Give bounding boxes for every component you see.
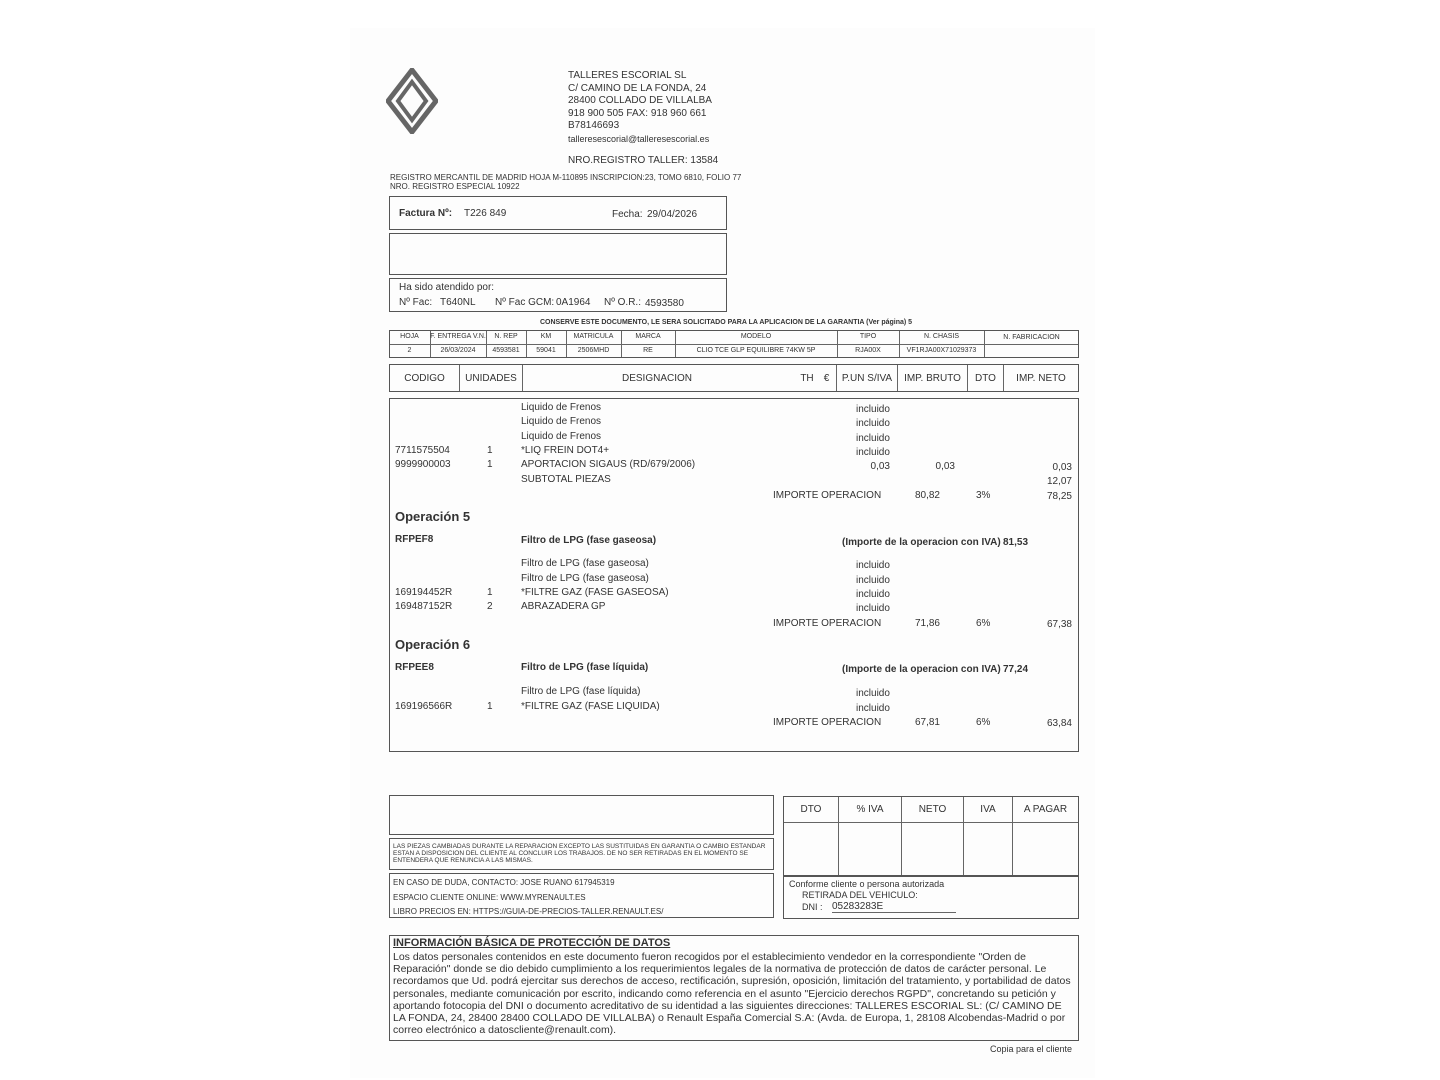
item-neto: 0,03: [1052, 462, 1072, 473]
item-units: 1: [487, 587, 493, 598]
op6-code: RFPEE8: [395, 662, 434, 673]
privacy-box: [389, 935, 1079, 1041]
item-desc: *FILTRE GAZ (FASE GASEOSA): [521, 587, 669, 598]
totals-iva: IVA: [964, 797, 1013, 822]
invoice-date-label: Fecha:: [612, 209, 643, 220]
registry-block: [390, 173, 741, 191]
op5-importe-dto: 6%: [976, 618, 991, 629]
item-units: 1: [487, 445, 493, 456]
item-units: 2: [487, 601, 493, 612]
conforme-line2: RETIRADA DEL VEHICULO:: [802, 890, 918, 900]
item-desc: Liquido de Frenos: [521, 402, 602, 413]
company-phone: 918 900 505 FAX: 918 960 661: [568, 107, 707, 119]
or-label: Nº O.R.:: [604, 297, 641, 308]
item-desc: Filtro de LPG (fase gaseosa): [521, 558, 649, 569]
vehicle-header-tipo: TIPO: [859, 333, 877, 340]
totals-neto: NETO: [902, 797, 964, 822]
op6-importe-label: IMPORTE OPERACION: [773, 717, 882, 728]
item-desc: Filtro de LPG (fase líquida): [521, 686, 641, 697]
col-codigo: CODIGO: [390, 365, 460, 391]
item-desc: Filtro de LPG (fase gaseosa): [521, 573, 649, 584]
col-bruto: IMP. BRUTO: [898, 365, 968, 391]
conforme-line1: Conforme cliente o persona autorizada: [789, 879, 945, 889]
totals-table: [783, 796, 1079, 876]
vehicle-nrep: 4593581: [492, 347, 520, 354]
item-desc: Liquido de Frenos: [521, 416, 602, 427]
item-price: incluido: [856, 575, 890, 586]
subtotal-value: 12,07: [1046, 476, 1072, 487]
op5-iva-value: 81,53: [1003, 537, 1029, 548]
op5-title: Operación 5: [395, 509, 471, 524]
vehicle-entrega: 26/03/2024: [440, 347, 476, 354]
vehicle-modelo: CLIO TCE GLP EQUILIBRE 74KW 5P: [696, 347, 816, 354]
renault-logo-icon: [386, 68, 438, 134]
invoice-date: 29/04/2026: [647, 209, 698, 220]
item-price: incluido: [856, 703, 890, 714]
item-bruto: 0,03: [935, 461, 955, 472]
item-price: incluido: [856, 589, 890, 600]
op6-name: Filtro de LPG (fase líquida): [521, 662, 649, 673]
contact-line1: EN CASO DE DUDA, CONTACTO: JOSE RUANO 617945319: [393, 878, 615, 887]
item-code: 7711575504: [395, 445, 450, 456]
vehicle-marca: RE: [643, 347, 653, 354]
col-dto: DTO: [968, 365, 1004, 391]
importe-top-neto: 78,25: [1046, 491, 1072, 502]
lines-header: [389, 364, 1079, 392]
op6-iva-label: (Importe de la operacion con IVA): [842, 664, 1001, 675]
contact-line2: ESPACIO CLIENTE ONLINE: WWW.MYRENAULT.ES: [393, 893, 586, 902]
totals-iva-pct: % IVA: [839, 797, 902, 822]
company-cif: B78146693: [568, 120, 620, 131]
contact-line3: LIBRO PRECIOS EN: HTTPS://GUIA-DE-PRECIOS-TALLER.RENAULT.ES/: [393, 907, 664, 916]
item-price: incluido: [856, 404, 890, 415]
piezas-notice: LAS PIEZAS CAMBIADAS DURANTE LA REPARACION EXCEPTO LAS SUSTITUIDAS EN GARANTIA O CAMBIO ESTANDAR ESTAN A DISPOSICION DEL CLIENTE AL CONCLUIR LOS TRABAJOS. DE NO SER RETIRADAS EN EL MOMENTO SE ENTENDERA QUE RENUNCIA A LAS MISMAS.: [393, 843, 766, 864]
vehicle-header-entrega: F. ENTREGA V.N.: [430, 333, 486, 340]
warranty-notice: CONSERVE ESTE DOCUMENTO, LE SERA SOLICITADO PARA LA APLICACION DE LA GARANTIA (Ver página) 5: [540, 319, 913, 326]
registry-mercantil: REGISTRO MERCANTIL DE MADRID HOJA M-110895 INSCRIPCION:23, TOMO 6810, FOLIO 77: [390, 173, 742, 182]
item-price: incluido: [856, 418, 890, 429]
conforme-box: [783, 876, 1079, 919]
vehicle-header-modelo: MODELO: [740, 333, 772, 340]
op5-iva-label: (Importe de la operacion con IVA): [842, 537, 1001, 548]
vehicle-matricula: 2506MHD: [577, 347, 610, 354]
item-code: 169196566R: [395, 701, 453, 712]
item-price: incluido: [856, 433, 890, 444]
invoice-number-label: Factura Nº:: [399, 208, 453, 219]
privacy-body: Los datos personales contenidos en este documento fueron recogidos por el establecimiento vendedor en la correspondiente "Orden de Reparación" donde se dio debido cumplimiento a los requerimientos legales de la normativa de protección de datos de carácter personal. Le recordamos que Ud. podrá ejercitar sus derechos de acceso, rectificación, supresión, oposición, limitación del tratamiento, y portabilidad de datos personales, mediante comunicación por escrito, indicando como referencia en el asunto "Ejercicio derechos RGPD", concretando su petición y aportando fotocopia del DNI o documento acreditativo de su identidad a las siguientes direcciones: TALLERES ESCORIAL SL: (C/ CAMINO DE LA FONDA, 24, 28400 28400 COLLADO DE VILLALBA) o Renault España Comercial S.A: (Avda. de Europa, 1, 28108 Alcobendas-Madrid o por correo electrónico a datoscliente@renault.com).: [393, 951, 1071, 1037]
invoice-number: T226 849: [464, 208, 507, 219]
importe-top-label: IMPORTE OPERACION: [773, 490, 882, 501]
company-header: [568, 70, 712, 145]
op5-importe-bruto: 71,86: [914, 618, 940, 629]
company-email: talleresescorial@talleresescorial.es: [568, 133, 710, 144]
item-price: incluido: [856, 447, 890, 458]
item-desc: ABRAZADERA GP: [521, 601, 606, 612]
footer-copy: Copia para el cliente: [990, 1044, 1073, 1054]
company-address: C/ CAMINO DE LA FONDA, 24: [568, 82, 707, 94]
vehicle-header-nrep: N. REP: [494, 333, 518, 340]
vehicle-header-km: KM: [540, 333, 552, 340]
item-units: 1: [487, 459, 493, 470]
totals-dto: DTO: [784, 797, 839, 822]
item-code: 9999900003: [395, 459, 451, 470]
attended-box: [389, 278, 727, 312]
op5-importe-label: IMPORTE OPERACION: [773, 618, 882, 629]
company-city: 28400 COLLADO DE VILLALBA: [568, 95, 712, 106]
vehicle-header-matricula: MATRICULA: [573, 333, 614, 340]
op6-importe-bruto: 67,81: [914, 717, 940, 728]
op6-importe-dto: 6%: [976, 717, 991, 728]
client-box: [389, 233, 727, 275]
or-value: 4593580: [645, 298, 684, 309]
subtotal-label: SUBTOTAL PIEZAS: [521, 474, 611, 485]
fac-label: Nº Fac:: [399, 297, 433, 308]
item-code: 169194452R: [395, 587, 453, 598]
vehicle-km: 59041: [536, 347, 556, 354]
op6-importe-neto: 63,84: [1046, 718, 1072, 729]
op6-iva-value: 77,24: [1003, 664, 1029, 675]
col-th: TH: [800, 372, 814, 384]
col-euro: €: [817, 365, 837, 391]
item-price: 0,03: [870, 461, 890, 472]
col-unidades: UNIDADES: [460, 365, 523, 391]
vehicle-header-marca: MARCA: [635, 333, 661, 340]
observations-box: [389, 795, 774, 835]
attended-title: Ha sido atendido por:: [399, 282, 495, 293]
item-price: incluido: [856, 603, 890, 614]
importe-top-bruto: 80,82: [914, 490, 940, 501]
conforme-dni: 05283283E: [832, 901, 956, 913]
col-designacion: DESIGNACION: [621, 372, 692, 384]
importe-top-dto: 3%: [976, 490, 991, 501]
op5-code: RFPEF8: [395, 534, 434, 545]
piezas-notice-box: [389, 838, 774, 870]
vehicle-value-row: [389, 345, 1079, 358]
item-price: incluido: [856, 560, 890, 571]
vehicle-tipo: RJA00X: [855, 347, 881, 354]
vehicle-chasis: VF1RJA00X71029373: [906, 347, 977, 354]
item-units: 1: [487, 701, 493, 712]
item-desc: Liquido de Frenos: [521, 431, 602, 442]
item-desc: APORTACION SIGAUS (RD/679/2006): [521, 459, 696, 470]
item-desc: *LIQ FREIN DOT4+: [521, 445, 610, 456]
privacy-title: INFORMACIÓN BÁSICA DE PROTECCIÓN DE DATOS: [393, 937, 671, 949]
col-neto: IMP. NETO: [1016, 372, 1066, 384]
vehicle-header-hoja: HOJA: [400, 333, 419, 340]
item-desc: *FILTRE GAZ (FASE LIQUIDA): [521, 701, 660, 712]
op5-importe-neto: 67,38: [1046, 619, 1072, 630]
conforme-dni-label: DNI :: [802, 902, 823, 912]
item-code: 169487152R: [395, 601, 453, 612]
gcm-label: Nº Fac GCM:: [495, 297, 555, 308]
invoice-box: [389, 196, 727, 230]
company-name: TALLERES ESCORIAL SL: [568, 70, 687, 81]
vehicle-header-row: [389, 331, 1079, 344]
op6-title: Operación 6: [395, 637, 471, 652]
totals-apagar: A PAGAR: [1023, 804, 1068, 815]
registry-taller: NRO.REGISTRO TALLER: 13584: [568, 155, 719, 166]
vehicle-hoja: 2: [407, 347, 412, 354]
vehicle-header-fabricacion: N. FABRICACION: [1003, 334, 1060, 341]
vehicle-header-chasis: N. CHASIS: [923, 333, 959, 340]
gcm-value: 0A1964: [556, 297, 591, 308]
fac-value: T640NL: [440, 297, 476, 308]
col-pun: P.UN S/IVA: [837, 365, 898, 391]
registry-especial: NRO. REGISTRO ESPECIAL 10922: [390, 182, 520, 191]
op5-name: Filtro de LPG (fase gaseosa): [521, 535, 657, 546]
contact-box: [389, 873, 774, 918]
item-price: incluido: [856, 688, 890, 699]
